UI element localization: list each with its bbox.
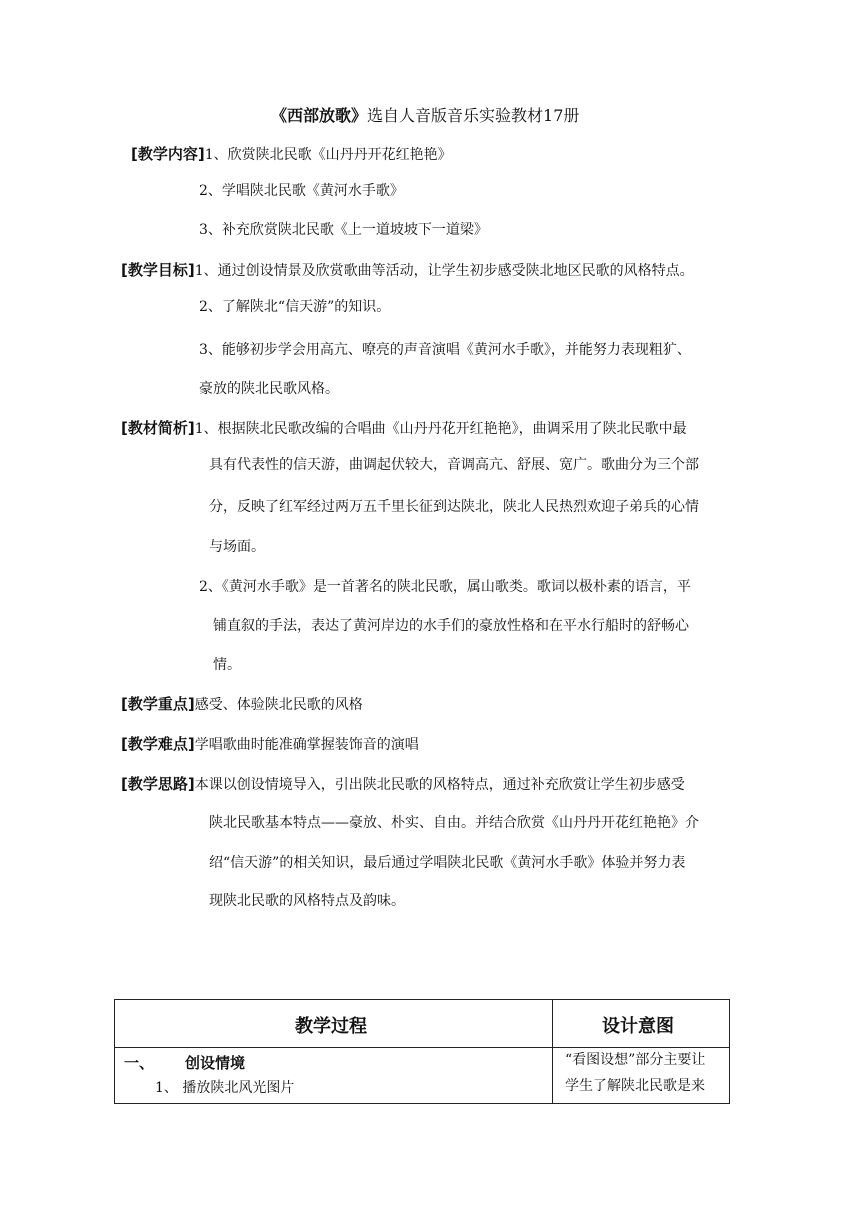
analysis-line: 情。 xyxy=(213,657,241,673)
difficulty-label: [教学难点] xyxy=(121,735,195,753)
analysis-line: 具有代表性的信天游，曲调起伏较大，音调高亢、舒展、宽广。歌曲分为三个部 xyxy=(209,457,699,473)
content-item: 2、学唱陕北民歌《黄河水手歌》 xyxy=(199,183,404,199)
header-process: 教学过程 xyxy=(295,1016,367,1037)
title-bold: 《西部放歌》 xyxy=(271,106,368,125)
intent-line: “看图设想”部分主要让 xyxy=(565,1052,706,1068)
approach-label: [教学思路] xyxy=(121,775,195,793)
analysis-line: 铺直叙的手法，表达了黄河岸边的水手们的豪放性格和在平水行船时的舒畅心 xyxy=(213,618,689,634)
analysis-line-1 xyxy=(121,418,687,439)
focus-label: [教学重点] xyxy=(121,695,195,713)
analysis-line: 分，反映了红军经过两万五千里长征到达陕北，陕北人民热烈欢迎子弟兵的心情 xyxy=(209,499,699,515)
content-line-1 xyxy=(131,144,452,165)
analysis-line: 1、根据陕北民歌改编的合唱曲《山丹丹花开红艳艳》，曲调采用了陕北民歌中最 xyxy=(194,421,687,437)
approach-line: 本课以创设情境导入，引出陕北民歌的风格特点，通过补充欣赏让学生初步感受 xyxy=(194,777,685,793)
approach-line-1 xyxy=(121,774,685,795)
analysis-line: 与场面。 xyxy=(209,539,265,555)
table-row-divider xyxy=(115,1047,729,1048)
content-item: 1、欣赏陕北民歌《山丹丹开花红艳艳》 xyxy=(204,147,452,163)
difficulty-text: 学唱歌曲时能准确掌握装饰音的演唱 xyxy=(194,737,419,753)
focus-text: 感受、体验陕北民歌的风格 xyxy=(194,697,363,713)
goals-line-1 xyxy=(121,260,694,281)
section-title: 创设情境 xyxy=(185,1054,246,1072)
approach-line: 现陕北民歌的风格特点及韵味。 xyxy=(209,893,405,909)
title-rest: 选自人音版音乐实验教材17册 xyxy=(367,106,580,125)
goals-line: 3、能够初步学会用高亢、嘹亮的声音演唱《黄河水手歌》，并能努力表现粗犷、 xyxy=(199,342,691,358)
focus-line xyxy=(121,694,363,715)
goals-line: 2、了解陕北“信天游”的知识。 xyxy=(199,299,391,315)
approach-line: 绍“信天游”的相关知识，最后通过学唱陕北民歌《黄河水手歌》体验并努力表 xyxy=(209,855,686,871)
goals-line: 豪放的陕北民歌风格。 xyxy=(199,381,339,397)
approach-line: 陕北民歌基本特点——豪放、朴实、自由。并结合欣赏《山丹丹开花红艳艳》介 xyxy=(209,815,699,831)
goals-label: [教学目标] xyxy=(121,261,195,279)
document-title xyxy=(271,106,579,126)
content-item: 3、补充欣赏陕北民歌《上一道坡坡下一道梁》 xyxy=(199,222,488,238)
header-intent: 设计意图 xyxy=(602,1016,674,1037)
difficulty-line xyxy=(121,734,419,755)
table-column-divider xyxy=(552,1000,553,1103)
content-label: [教学内容] xyxy=(131,145,205,163)
analysis-label: [教材简析] xyxy=(121,419,195,437)
section-number: 一、 xyxy=(124,1054,155,1072)
intent-line: 学生了解陕北民歌是来 xyxy=(565,1078,705,1094)
lesson-process-table xyxy=(114,999,730,1104)
step-item: 1、 播放陕北风光图片 xyxy=(155,1080,295,1096)
goals-line: 1、通过创设情景及欣赏歌曲等活动，让学生初步感受陕北地区民歌的风格特点。 xyxy=(194,263,694,279)
analysis-line: 2、《黄河水手歌》是一首著名的陕北民歌，属山歌类。歌词以极朴素的语言，平 xyxy=(199,579,691,595)
